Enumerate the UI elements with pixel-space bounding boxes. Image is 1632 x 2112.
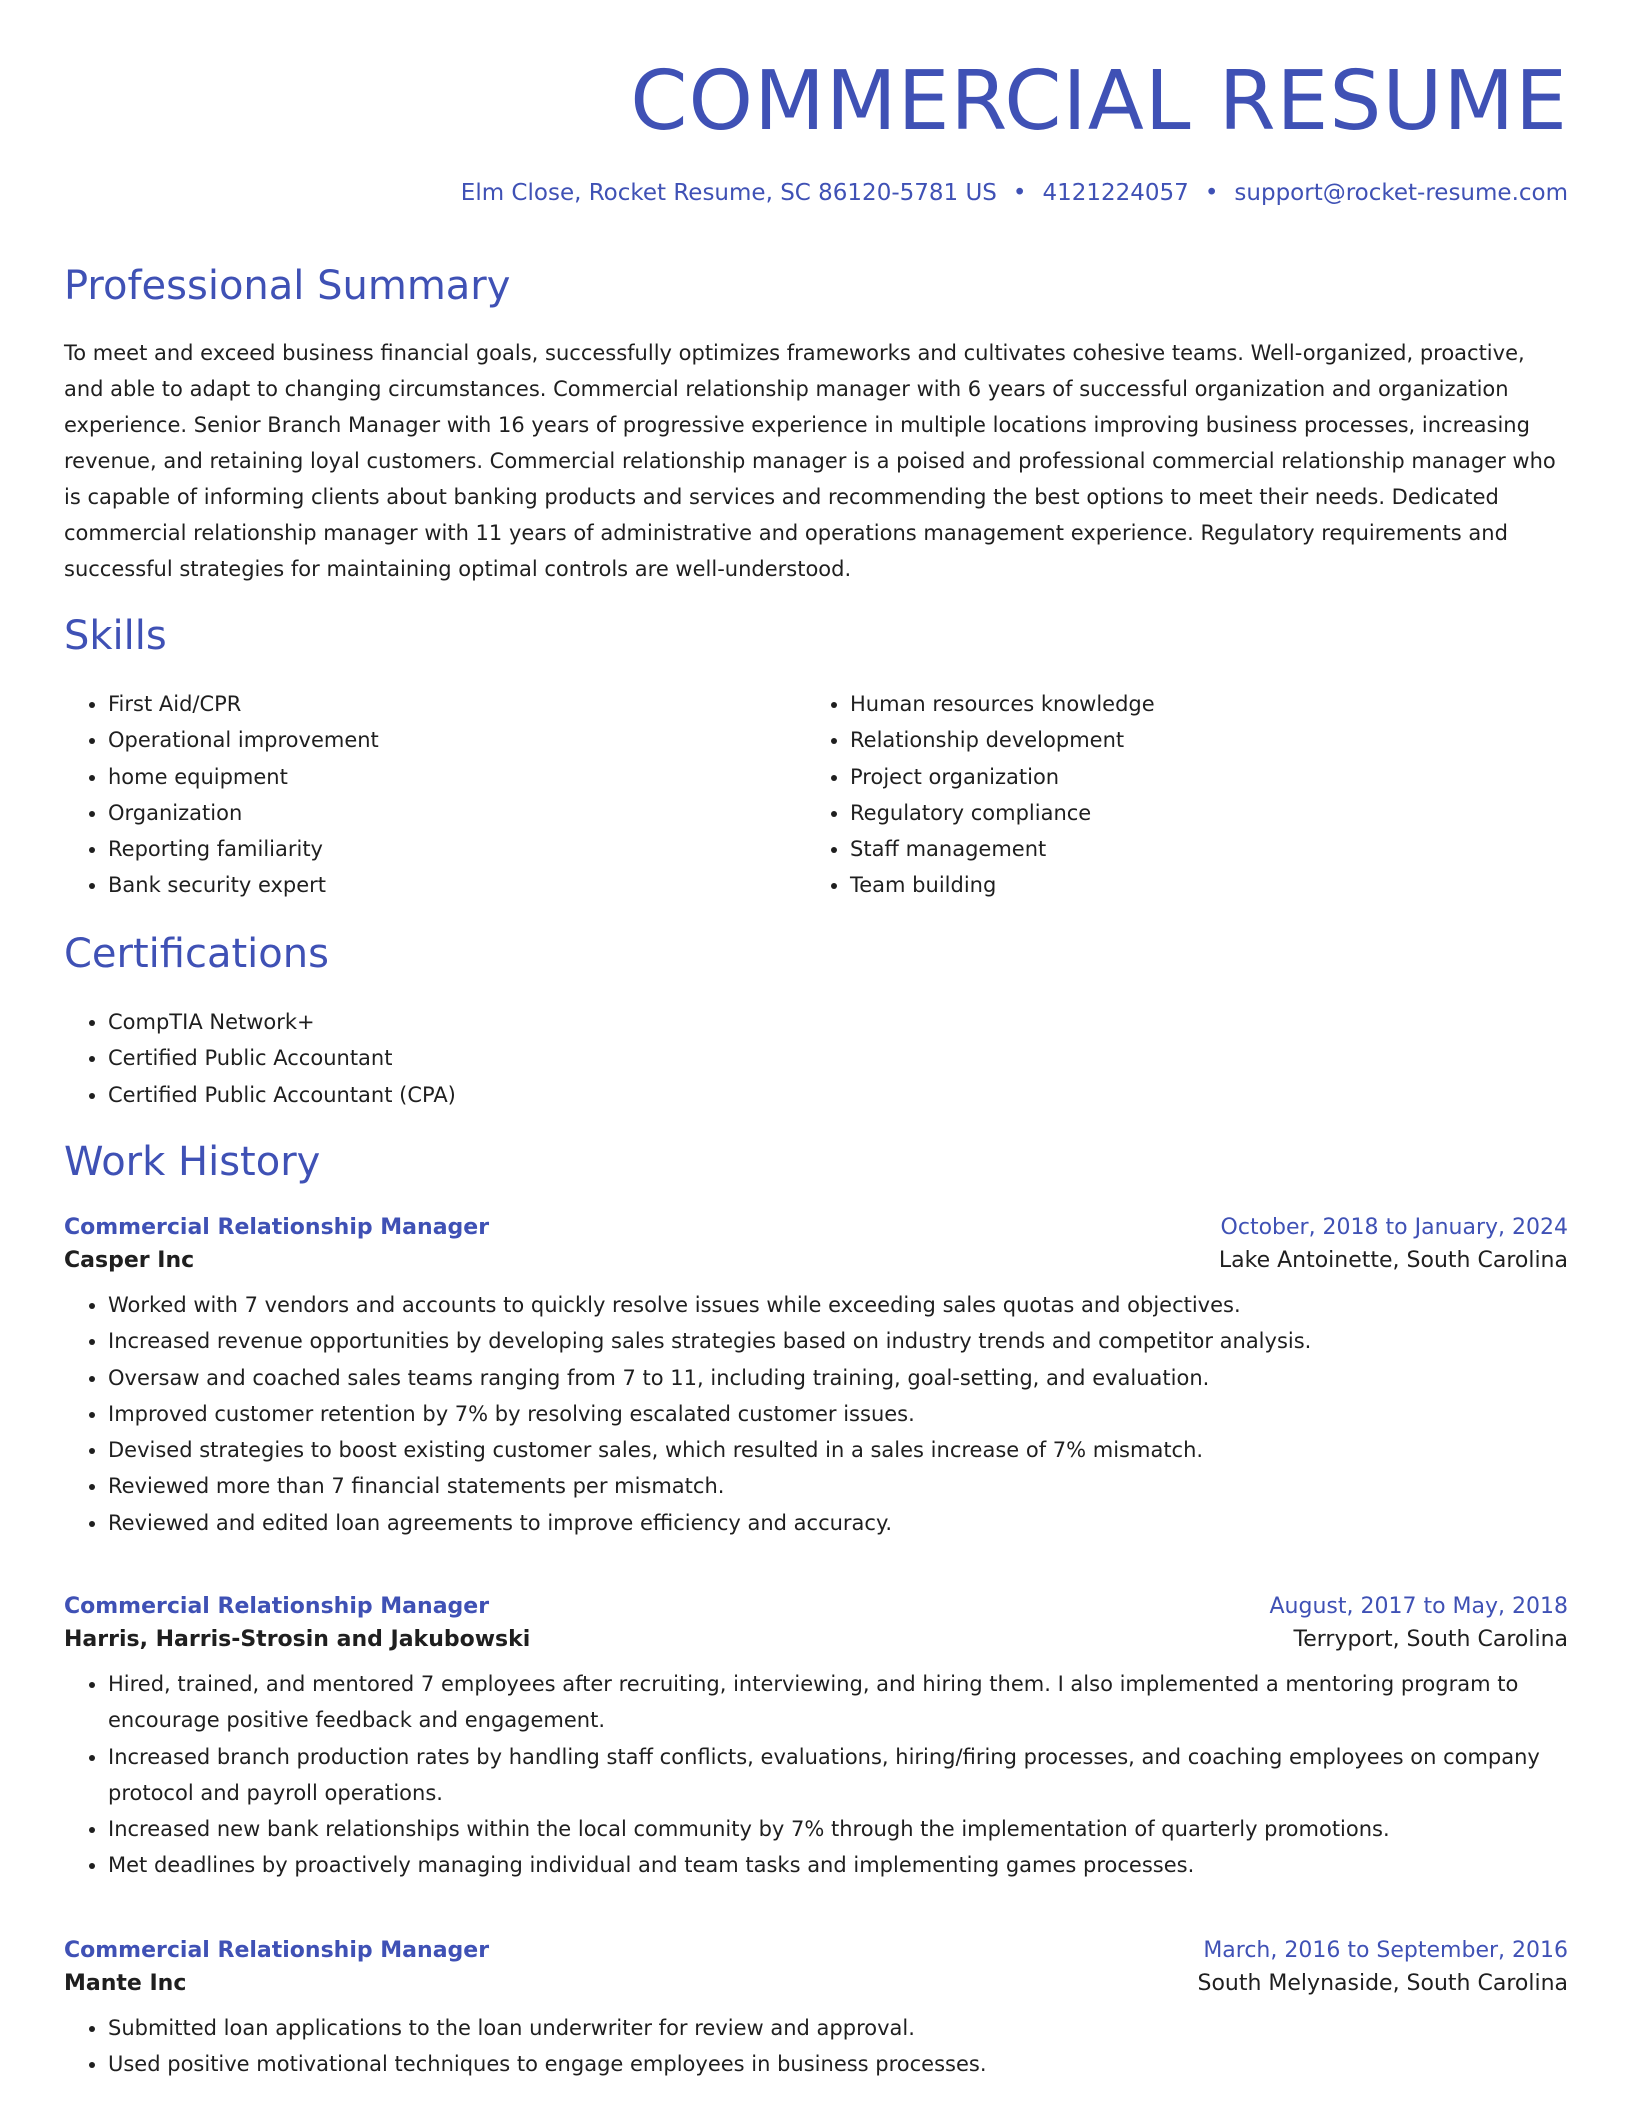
skills-column-left: [64, 686, 764, 904]
phone: 4121224057: [1042, 180, 1189, 206]
separator: •: [1012, 180, 1027, 206]
job-location: Terryport, South Carolina: [1293, 1627, 1568, 1652]
skill-item: • Team building: [850, 867, 1506, 903]
job-title: Commercial Relationship Manager: [64, 1215, 490, 1240]
email-link[interactable]: support@rocket-resume.com: [1234, 180, 1568, 206]
job-bullet: • Submitted loan applications to the loan underwriter for review and approval.: [108, 2010, 1568, 2046]
certification-item: • Certified Public Accountant (CPA): [108, 1077, 1568, 1113]
job-bullet: • Increased new bank relationships within the local community by 7% through the implementation of quarterly promotions.: [108, 1811, 1568, 1847]
job-location: Lake Antoinette, South Carolina: [1218, 1248, 1568, 1273]
job-bullet: • Oversaw and coached sales teams ranging from 7 to 11, including training, goal-setting, and evaluation.: [108, 1360, 1568, 1396]
section-heading-work-history: Work History: [64, 1139, 321, 1185]
resume-title: COMMERCIAL RESUME: [630, 54, 1568, 149]
skill-item: • home equipment: [108, 759, 764, 795]
certifications-list: [64, 1004, 1568, 1113]
skill-item: • Project organization: [850, 759, 1506, 795]
section-heading-skills: Skills: [64, 613, 167, 659]
job-entry: [64, 1594, 1568, 1884]
section-heading-certifications: Certifications: [64, 931, 329, 977]
skill-item: • Relationship development: [850, 722, 1506, 758]
skill-item: • Human resources knowledge: [850, 686, 1506, 722]
job-bullet: • Increased revenue opportunities by developing sales strategies based on industry trends and competitor analysis.: [108, 1323, 1568, 1359]
job-bullet: • Increased branch production rates by handling staff conflicts, evaluations, hiring/firing processes, and coaching employees on company protocol and payroll operations.: [108, 1739, 1568, 1812]
job-title: Commercial Relationship Manager: [64, 1594, 490, 1619]
skill-item: • Staff management: [850, 831, 1506, 867]
job-bullet: • Used positive motivational techniques to engage employees in business processes.: [108, 2046, 1568, 2082]
skill-item: • Reporting familiarity: [108, 831, 764, 867]
contact-line: [461, 180, 1568, 206]
job-entry: [64, 1938, 1568, 2083]
certification-item: • Certified Public Accountant: [108, 1040, 1568, 1076]
job-title: Commercial Relationship Manager: [64, 1938, 490, 1963]
job-dates: March, 2016 to September, 2016: [1203, 1938, 1568, 1963]
job-bullet: • Reviewed and edited loan agreements to improve efficiency and accuracy.: [108, 1505, 1568, 1541]
skill-item: • Bank security expert: [108, 867, 764, 903]
section-heading-summary: Professional Summary: [64, 263, 511, 309]
job-bullet: • Met deadlines by proactively managing individual and team tasks and implementing games processes.: [108, 1847, 1568, 1883]
job-entry: [64, 1215, 1568, 1541]
job-company: Mante Inc: [64, 1971, 187, 1996]
job-bullet: • Devised strategies to boost existing customer sales, which resulted in a sales increase of 7% mismatch.: [108, 1432, 1568, 1468]
job-bullet: • Reviewed more than 7 financial statements per mismatch.: [108, 1468, 1568, 1504]
skill-item: • Regulatory compliance: [850, 795, 1506, 831]
skill-item: • Operational improvement: [108, 722, 764, 758]
skills-column-right: [806, 686, 1506, 904]
job-bullet: • Hired, trained, and mentored 7 employees after recruiting, interviewing, and hiring them. I also implemented a mentoring program to encourage positive feedback and engagement.: [108, 1666, 1568, 1739]
address: Elm Close, Rocket Resume, SC 86120-5781 US: [460, 180, 997, 206]
job-bullet: • Worked with 7 vendors and accounts to quickly resolve issues while exceeding sales quotas and objectives.: [108, 1287, 1568, 1323]
job-company: Casper Inc: [64, 1248, 195, 1273]
job-company: Harris, Harris-Strosin and Jakubowski: [64, 1627, 531, 1652]
certification-item: • CompTIA Network+: [108, 1004, 1568, 1040]
skill-item: • Organization: [108, 795, 764, 831]
job-bullet: • Improved customer retention by 7% by resolving escalated customer issues.: [108, 1396, 1568, 1432]
job-dates: August, 2017 to May, 2018: [1269, 1594, 1568, 1619]
job-location: South Melynaside, South Carolina: [1197, 1971, 1568, 1996]
summary-text: To meet and exceed business financial goals, successfully optimizes frameworks and cultivates cohesive teams. Well-organized, proactive, and able to adapt to changing circumstances. Commercial relationship manager with 6 years of successful organization and organization experience. Senior Branch Manager with 16 years of progressive experience in multiple locations improving business processes, increasing revenue, and retaining loyal customers. Commercial relationship manager is a poised and professional commercial relationship manager who is capable of informing clients about banking products and services and recommending the best options to meet their needs. Dedicated commercial relationship manager with 11 years of administrative and operations management experience. Regulatory requirements and successful strategies for maintaining optimal controls are well-understood.: [64, 341, 1556, 581]
separator: •: [1204, 180, 1219, 206]
resume-page: [64, 0, 1568, 2077]
skill-item: • First Aid/CPR: [108, 686, 764, 722]
job-dates: October, 2018 to January, 2024: [1220, 1215, 1568, 1240]
